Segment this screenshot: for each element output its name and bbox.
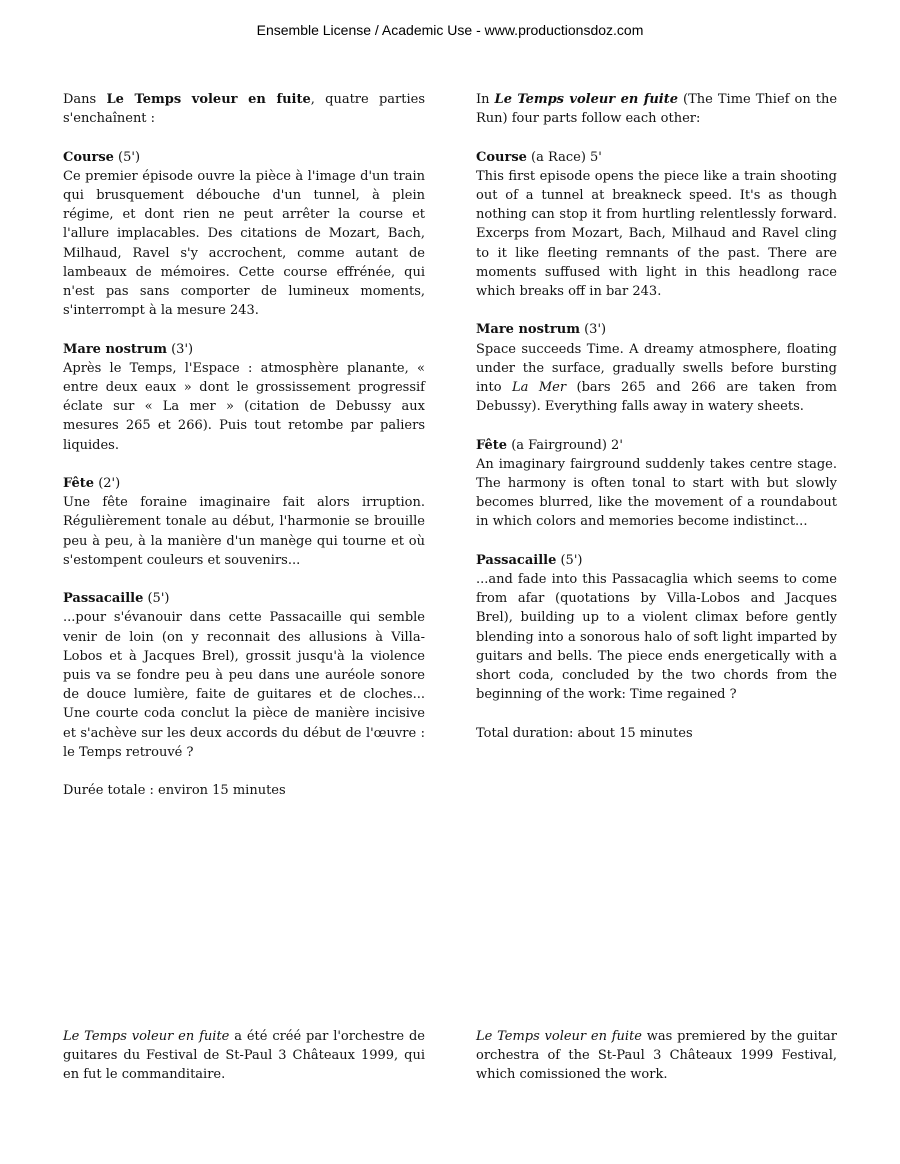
section-text: [476, 340, 837, 417]
english-premiere-note: [476, 1027, 837, 1085]
text-emphasis: La Mer: [512, 380, 567, 396]
total-duration: Total duration: about 15 minutes: [476, 725, 693, 741]
intro-text: Dans: [63, 92, 107, 107]
section-duration: (a Fairground) 2': [507, 437, 623, 453]
section-heading: [63, 589, 425, 608]
english-intro: [476, 90, 837, 128]
section-text: An imaginary fairground suddenly takes centre stage. The harmony is often tonal to start with but slowly becomes blurred, like the movement of a roundabout in which colors and memories become indistinct...: [476, 456, 837, 530]
section-title: Passacaille: [63, 591, 144, 607]
intro-text: In: [476, 92, 495, 107]
section-duration: (2'): [94, 476, 121, 492]
section-duration: (5'): [113, 149, 141, 165]
section-heading: [63, 340, 425, 359]
text-part: Space succeeds Time. A dreamy atmosphere, floating under the surface, gradually swells before bursting into: [476, 341, 837, 396]
section-text: Ce premier épisode ouvre la pièce à l'image d'un train qui brusquement débouche d'un tunnel, à plein régime, et dont rien ne peut arrêter la course et l'allure implacables. Des citations de Mozart, Bach, Milhaud, Ravel s'y accrochent, comme autant de lambeaux de mémoires. Cette course effrénée, qui n'est pas sans comporter de lumineux moments, s'interrompt à la mesure 243.: [63, 168, 425, 319]
work-title: Le Temps voleur en fuite: [494, 92, 678, 107]
section-text: This first episode opens the piece like a train shooting out of a tunnel at breakneck speed. It's as though nothing can stop it from hurtling relentlessly forward. Excerps from Mozart, Bach, Milhaud and Ravel cling to it like fleeting remnants of the past. There are moments suffused with light in this headlong race which breaks off in bar 243.: [476, 168, 837, 300]
section-heading: [63, 148, 425, 167]
section-text: Une fête foraine imaginaire fait alors irruption. Régulièrement tonale au début, l'harmonie se brouille peu à peu, à la manière d'un manège qui tourne et où s'estompent couleurs et souvenirs...: [63, 495, 425, 568]
premiere-text: was premiered by the guitar orchestra of the St-Paul 3 Châteaux 1999 Festival, which comissioned the work.: [476, 1029, 837, 1083]
section-title: Mare nostrum: [63, 341, 167, 357]
section-title: Fête: [476, 437, 508, 453]
section-duration: (a Race) 5': [526, 149, 602, 165]
work-title: Le Temps voleur en fuite: [476, 1029, 642, 1044]
section-title: Course: [63, 149, 114, 165]
section-title: Passacaille: [476, 552, 557, 568]
section-heading: [476, 436, 837, 455]
section-heading: [63, 474, 425, 493]
premiere-text: a été créé par l'orchestre de guitares du Festival de St-Paul 3 Châteaux 1999, qui en fut le commanditaire.: [63, 1029, 425, 1083]
section-heading: [476, 320, 837, 339]
license-header: Ensemble License / Academic Use - www.productionsdoz.com: [256, 22, 644, 38]
section-heading: [476, 551, 837, 570]
section-duration: (5'): [143, 591, 170, 607]
work-title: Le Temps voleur en fuite: [63, 1029, 230, 1044]
work-title: Le Temps voleur en fuite: [106, 92, 311, 107]
french-column: [63, 90, 425, 800]
total-duration: Durée totale : environ 15 minutes: [63, 783, 286, 799]
section-heading: [476, 148, 837, 167]
section-duration: (3'): [579, 322, 607, 338]
french-premiere-note: [63, 1027, 425, 1085]
section-text: ...and fade into this Passacaglia which seems to come from afar (quotations by Villa-Lobos and Jacques Brel), building up to a violent climax before gently blending into a sonorous halo of soft light imparted by guitars and bells. The piece ends energetically with a short coda, concluded by the two chords from the beginning of the work: Time regained ?: [476, 572, 837, 703]
section-title: Fête: [63, 476, 95, 492]
section-duration: (3'): [166, 341, 194, 357]
section-title: Mare nostrum: [476, 322, 580, 338]
french-intro: [63, 90, 425, 128]
section-title: Course: [476, 149, 527, 165]
intro-text: , quatre parties s'enchaînent :: [63, 92, 425, 127]
section-text: ...pour s'évanouir dans cette Passacaille qui semble venir de loin (on y reconnait des allusions à Villa-Lobos et à Jacques Brel), grossit jusqu'à la violence puis va se fondre peu à peu dans une auréole sonore de douce lumière, faite de guitares et de cloches... Une courte coda conclut la pièce de manière incisive et s'achève sur les deux accords du début de l'œuvre : le Temps retrouvé ?: [63, 610, 425, 760]
section-text: Après le Temps, l'Espace : atmosphère planante, « entre deux eaux » dont le grossissement progressif éclate sur « La mer » (citation de Debussy aux mesures 265 et 266). Puis tout retombe par paliers liquides.: [63, 360, 425, 453]
english-column: [476, 90, 837, 743]
text-part: (bars 265 and 266 are taken from Debussy). Everything falls away in watery sheets.: [476, 380, 837, 415]
intro-text: (The Time Thief on the Run) four parts follow each other:: [476, 92, 838, 127]
section-duration: (5'): [556, 552, 583, 568]
